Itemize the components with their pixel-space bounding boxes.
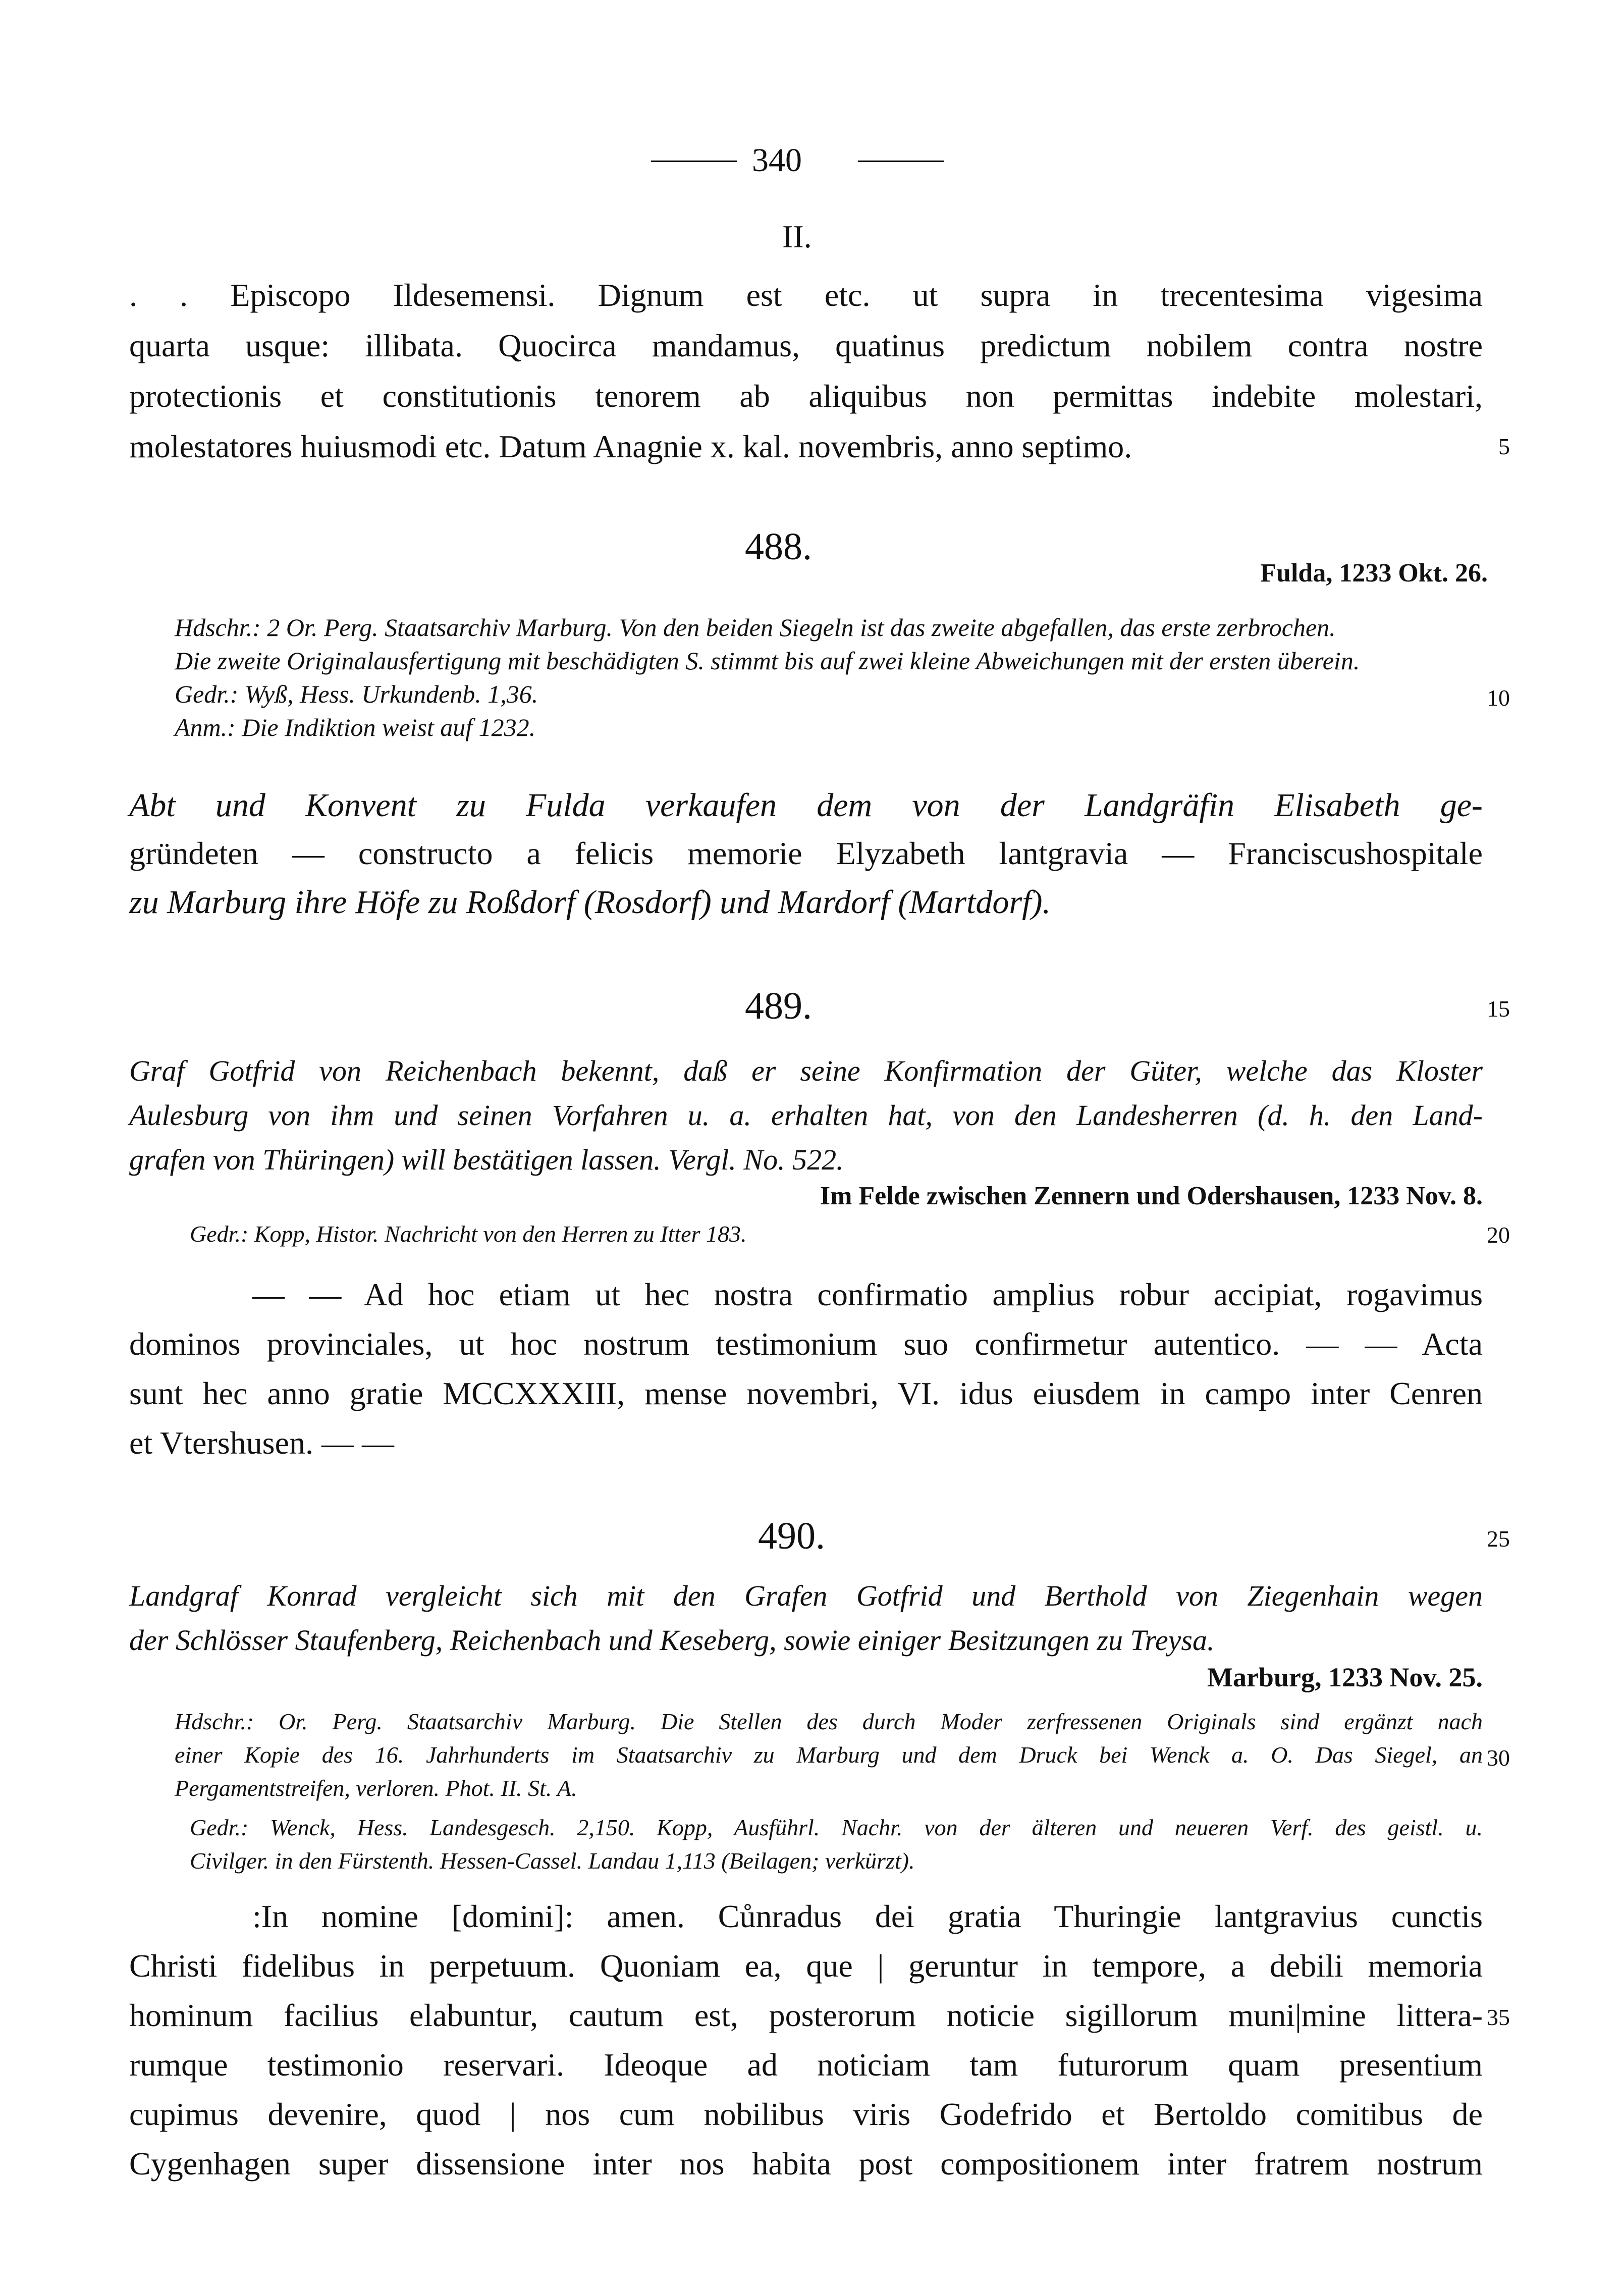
regest-line: Abt und Konvent zu Fulda verkaufen dem von der Landgräfin Elisabeth ge- [129,787,1483,824]
doc-number: 488. [745,525,812,568]
intro-line: . . Episcopo Ildesemensi. Dignum est etc. ut supra in trecentesima vigesima [129,277,1483,313]
text-line: dominos provinciales, ut hoc nostrum testimonium suo confirmetur autentico. — — Acta [129,1326,1483,1362]
line-number: 5 [1498,434,1510,459]
apparatus-note: Civilger. in den Fürstenth. Hessen-Cassel. Landau 1,113 (Beilagen; verkürzt). [190,1848,915,1874]
apparatus-note: Anm.: Die Indiktion weist auf 1232. [175,713,536,741]
regest-line: zu Marburg ihre Höfe zu Roßdorf (Rosdorf) und Mardorf (Martdorf). [129,884,1051,921]
line-number: 20 [1487,1222,1510,1248]
line-number: 15 [1487,996,1510,1022]
text-line: hominum facilius elabuntur, cautum est, posterorum noticie sigillorum muni|mine littera- [129,1997,1483,2033]
place-date: Im Felde zwischen Zennern und Odershausen, 1233 Nov. 8. [820,1182,1483,1210]
text-line: Cygenhagen super dissensione inter nos habita post compositionem inter fratrem nostrum [129,2146,1483,2182]
doc-number: 490. [758,1515,825,1557]
regest-line: der Schlösser Staufenberg, Reichenbach und Keseberg, sowie einiger Besitzungen zu Treysa. [129,1624,1215,1657]
line-number: 10 [1487,685,1510,711]
text-line: et Vtershusen. — — [129,1425,394,1461]
text-line: Christi fidelibus in perpetuum. Quoniam ea, que | geruntur in tempore, a debili memoria [129,1948,1483,1984]
regest-line: Landgraf Konrad vergleicht sich mit den Grafen Gotfrid und Berthold von Ziegenhain wegen [129,1579,1483,1612]
line-number: 35 [1487,2004,1510,2030]
text-line: — — Ad hoc etiam ut hec nostra confirmatio amplius robur accipiat, rogavimus [252,1277,1483,1312]
intro-line: quarta usque: illibata. Quocirca mandamus, quatinus predictum nobilem contra nostre [129,328,1483,363]
regest-line: Graf Gotfrid von Reichenbach bekennt, daß er seine Konfirmation der Güter, welche das Kloster [129,1054,1483,1087]
apparatus-note: Hdschr.: Or. Perg. Staatsarchiv Marburg. Die Stellen des durch Moder zerfressenen Originals sind ergänzt nach [175,1709,1483,1734]
intro-line: protectionis et constitutionis tenorem ab aliquibus non permittas indebite molestari, [129,378,1483,414]
apparatus-note: Gedr.: Kopp, Histor. Nachricht von den Herren zu Itter 183. [190,1221,747,1247]
regest-line: gründeten — constructo a felicis memorie Elyzabeth lantgravia — Franciscushospitale [129,835,1483,871]
text-line: rumque testimonio reservari. Ideoque ad noticiam tam futurorum quam presentium [129,2047,1483,2083]
page-number: 340 [752,142,802,179]
apparatus-note: einer Kopie des 16. Jahrhunderts im Staatsarchiv zu Marburg und dem Druck bei Wenck a. O. Das Siegel, an [175,1742,1483,1768]
line-number: 30 [1487,1745,1510,1771]
place-date: Marburg, 1233 Nov. 25. [1207,1662,1483,1692]
regest-line: grafen von Thüringen) will bestätigen lassen. Vergl. No. 522. [129,1143,844,1176]
apparatus-note: Hdschr.: 2 Or. Perg. Staatsarchiv Marburg. Von den beiden Siegeln ist das zweite abgefallen, das erste zerbrochen. [175,613,1336,642]
apparatus-note: Die zweite Originalausfertigung mit beschädigten S. stimmt bis auf zwei kleine Abweichungen mit der ersten überein. [175,647,1360,675]
doc-number: 489. [745,985,812,1027]
apparatus-note: Gedr.: Wenck, Hess. Landesgesch. 2,150. Kopp, Ausführl. Nachr. von der älteren und neueren Verf. des geistl. u. [190,1815,1483,1840]
intro-line: molestatores huiusmodi etc. Datum Anagnie x. kal. novembris, anno septimo. [129,429,1132,464]
text-line: :In nomine [domini]: amen. Cůnradus dei gratia Thuringie lantgravius cunctis [252,1898,1483,1934]
header-rule-right [858,161,944,162]
apparatus-note: Gedr.: Wyß, Hess. Urkundenb. 1,36. [175,680,538,708]
header-rule-left [651,161,737,162]
line-number: 25 [1487,1526,1510,1552]
regest-line: Aulesburg von ihm und seinen Vorfahren u. a. erhalten hat, von den Landesherren (d. h. den Land- [129,1099,1483,1132]
place-date: Fulda, 1233 Okt. 26. [1260,559,1488,588]
text-line: sunt hec anno gratie MCCXXXIII, mense novembri, VI. idus eiusdem in campo inter Cenren [129,1375,1483,1411]
text-line: cupimus devenire, quod | nos cum nobilibus viris Godefrido et Bertoldo comitibus de [129,2096,1483,2132]
section-numeral: II. [782,219,812,254]
apparatus-note: Pergamentstreifen, verloren. Phot. II. St. A. [175,1775,577,1801]
